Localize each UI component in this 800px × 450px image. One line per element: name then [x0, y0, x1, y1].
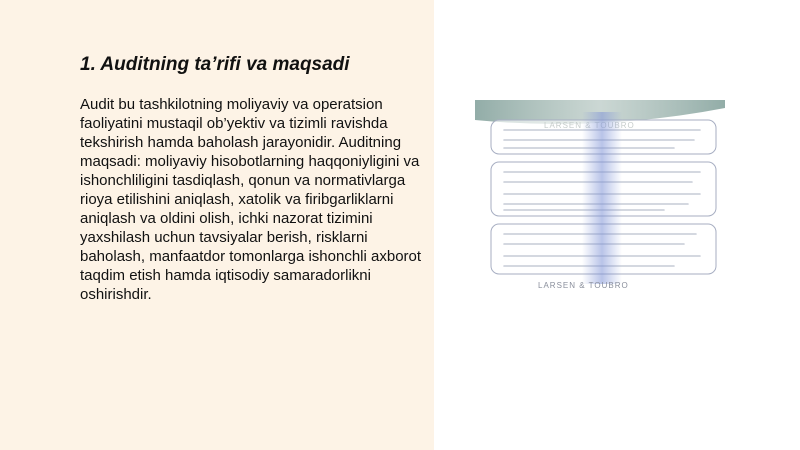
slide-title: 1. Auditning ta’rifi va maqsadi: [80, 54, 350, 75]
slide-body-text: Audit bu tashkilotning moliyaviy va operatsion faoliyatini mustaqil ob’yektiv va tizimli ravishda tekshirish hamda baholash jarayonidir. Auditning maqsadi: moliyaviy hisobotlarning haqqoniyligini va ishonchliligini tasdiqlash, qonun va normativlarga rioya etilishini aniqlash, xatolik va firibgarliklarni aniqlash va oldini olish, ichki nazorat tizimini yaxshilash uchun tavsiyalar berish, risklarni baholash, manfaatdor tomonlarga ishonchli axborot taqdim etish hamda iqtisodiy samaradorlikni oshirishdir.: [80, 96, 422, 303]
diagram-spine: [582, 112, 622, 284]
audit-diagram-image: [474, 98, 726, 290]
diagram-bottom-label: LARSEN & TOUBRO: [538, 281, 629, 290]
